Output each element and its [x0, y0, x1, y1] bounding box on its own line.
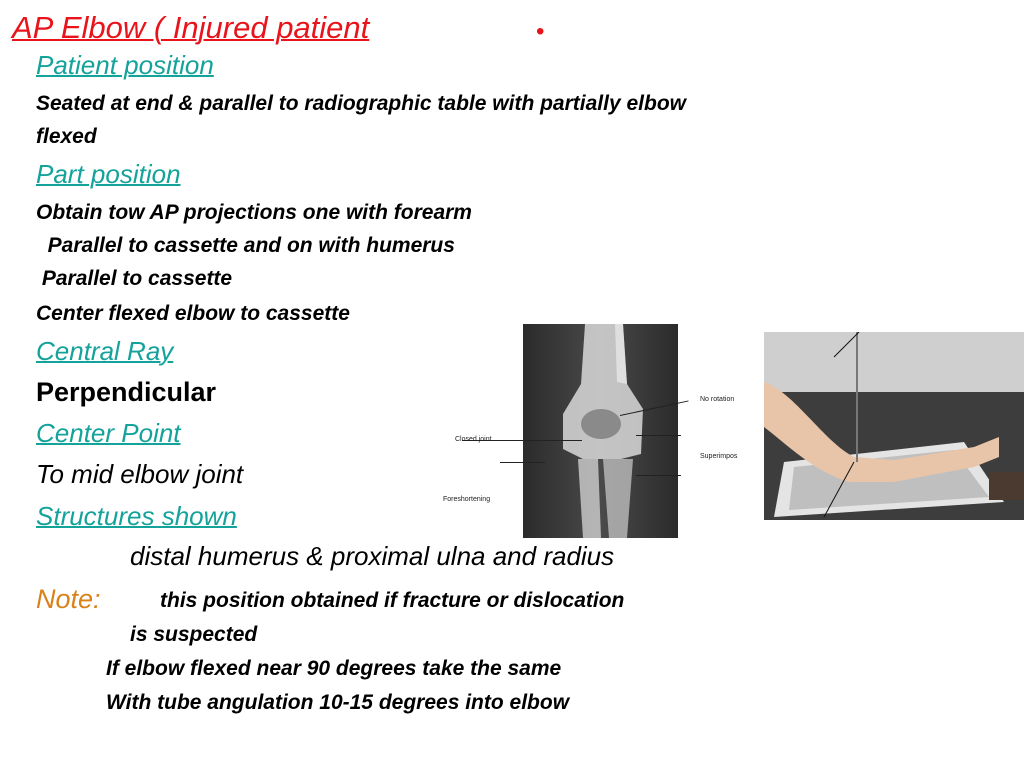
part-position-line2: Parallel to cassette and on with humerus	[36, 234, 455, 257]
central-ray-value: Perpendicular	[36, 377, 217, 407]
note-line2: is suspected	[130, 623, 258, 646]
part-position-line3: Parallel to cassette	[36, 267, 233, 290]
note-line1: this position obtained if fracture or dislocation	[160, 589, 625, 612]
patient-position-line2: flexed	[36, 125, 97, 148]
note-line4: With tube angulation 10-15 degrees into elbow	[106, 691, 570, 714]
elbow-xray-image	[523, 324, 678, 538]
note-label: Note:	[36, 584, 101, 614]
title-bullet: •	[536, 18, 545, 45]
patient-position-line1: Seated at end & parallel to radiographic table with partially elbow	[36, 92, 686, 115]
label-no-rotation: No rotation	[700, 396, 735, 403]
central-ray-heading: Central Ray	[36, 336, 174, 366]
superimpos-leader	[636, 435, 681, 436]
part-position-line1: Obtain tow AP projections one with forearm	[36, 201, 472, 224]
foreshortening-leader	[636, 475, 681, 476]
note-line3: If elbow flexed near 90 degrees take the same	[106, 657, 562, 680]
closed-joint-leader-2	[500, 462, 545, 463]
part-position-line4: Center flexed elbow to cassette	[36, 302, 350, 325]
label-closed-joint: Closed joint	[455, 436, 492, 443]
label-foreshortening: Foreshortening	[443, 496, 491, 503]
part-position-heading: Part position	[36, 159, 181, 189]
patient-position-heading: Patient position	[36, 50, 214, 80]
center-point-heading: Center Point	[36, 418, 181, 448]
structures-value: distal humerus & proximal ulna and radius	[130, 541, 615, 571]
patient-positioning-photo	[764, 332, 1024, 520]
label-superimpos: Superimpos	[700, 453, 738, 460]
structures-heading: Structures shown	[36, 501, 237, 531]
center-point-value: To mid elbow joint	[36, 459, 244, 489]
slide-title: AP Elbow ( Injured patient	[12, 10, 370, 45]
